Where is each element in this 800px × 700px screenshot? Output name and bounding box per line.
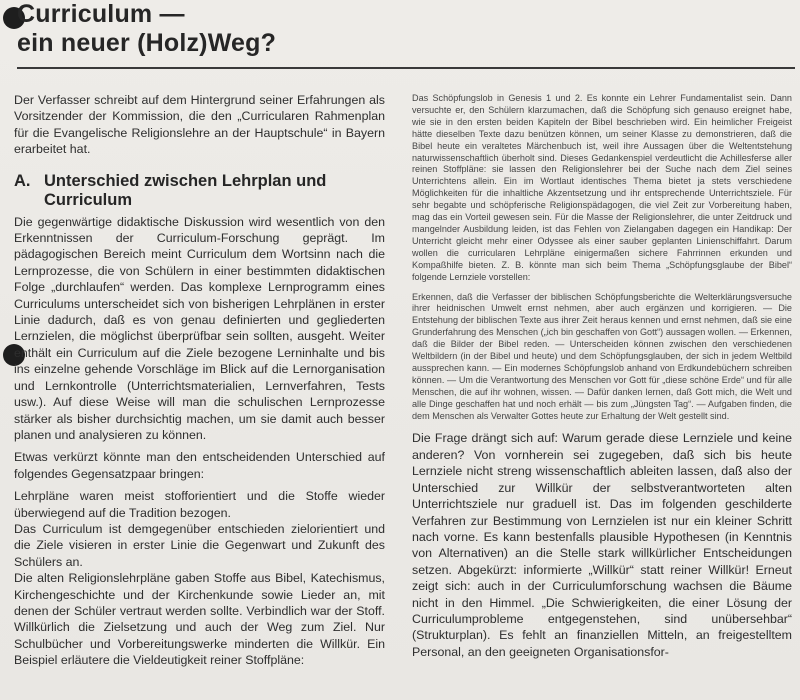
intro-paragraph: Der Verfasser schreibt auf dem Hintergrund seiner Erfahrungen als Vorsitzender der Kommission, die den „Curricularen Rahmenplan für die Evangelische Religionslehre an der Hauptschule“ in Bayern erarbeitet hat. bbox=[14, 93, 385, 157]
title-line-1: Curriculum — bbox=[17, 0, 185, 28]
title-line-2: ein neuer (Holz)Weg? bbox=[17, 29, 277, 57]
body-paragraph: Die gegenwärtige didaktische Diskussion wird wesentlich von den Erkenntnissen der Curriculum-Forschung geprägt. Im pädagogischen Bereich meint Curriculum dem Wortsinn nach die Lernprozesse, die von Schülern in einer bestimmten didaktischen Folge „durchlaufen“ werden. Das komplexe Lernprogramm eines Curriculums unterscheidet sich von bisherigen Lehrplänen in erster Linie dadurch, daß es von genau definierten und gegliederten Lernzielen, die möglichst überprüfbar sein sollten, ausgeht. Weiter enthält ein Curriculum auf die Ziele bezogene Lerninhalte und bis ins einzelne gehende Vorschläge im Blick auf die Lernorganisation und Lernkontrolle (Unterrichtsmaterialien, Lernverfahren, Tests usw.). Auf diese Weise will man die schulischen Lernprozesse stärker als bisher durchsichtig machen, um sie damit auch besser planen und analysieren zu können. bbox=[14, 214, 385, 442]
body-paragraph: Lehrpläne waren meist stofforientiert und die Stoffe wieder überwiegend auf die Tradition bezogen. bbox=[14, 489, 385, 520]
left-column bbox=[14, 92, 385, 675]
section-heading bbox=[14, 172, 385, 210]
body-paragraph: Etwas verkürzt könnte man den entscheidenden Unterschied auf folgendes Gegensatzpaar bringen: bbox=[14, 450, 385, 481]
section-title: Unterschied zwischen Lehrplan und Curriculum bbox=[44, 171, 327, 209]
section-number: A. bbox=[14, 171, 31, 190]
example-small-print: Das Schöpfungslob in Genesis 1 und 2. Es konnte ein Lehrer Fundamentalist sein. Dann versuchte er, den Schülern klarzumachen, daß die Schöpfung sich genauso ereignet habe, wie sie in den ersten beiden Kapiteln der Bibel beschrieben wird. Ein heimlicher Freigeist hätte dieselben Texte dazu benützen können, um seiner Klasse zu demonstrieren, daß die Bibel heute ein veraltetes Märchenbuch ist, weil ihre Aussagen über die Weltentstehung naturwissenschaftlich überholt sind. Dieses Gedankenspiel verdeutlicht die Achillesferse aller reinen Stoffpläne: sie lassen den Religionslehrer bei der Suche nach dem Ziel seines Unterrichtens allein. Ein im Wortlaut identisches Thema bietet ja stets verschiedene Möglichkeiten für die inhaltliche Akzentsetzung und ihr entsprechende Unterrichtsziele. Für sehr begabte und schöpferische Religionspädagogen, die viel Zeit zur Vorbereitung haben, mag das ein Vorteil gewesen sein. Für die Masse der Religionslehrer, die unter Zeitdruck und mangelnder Ausbildung leiden, ist das Fehlen von Zielangaben dagegen ein Handikap: Der Unterricht gleicht mehr einer Odyssee als einer sauber geplanten Linienschiffahrt. Darum wollen die curricularen Lehrpläne einigermaßen sichere Fahrrinnen erkunden und Kompaßhilfe bieten. Z. B. könnte man sich beim Thema „Schöpfungsglaube der Bibel“ folgende Lernziele vorstellen: bbox=[412, 93, 792, 282]
learning-goals-small-print: Erkennen, daß die Verfasser der biblischen Schöpfungsberichte die Welterklärungsversuche ihrer heidnischen Umwelt ernst nehmen, aber auch ergänzen und korrigieren. — Die Entstehung der biblischen Texte aus ihrer Zeit heraus kennen und ernst nehmen, daß sie eine Grunderfahrung des Menschen („ich bin geschaffen von Gott“) aussagen wollen. — Erkennen, daß die Bilder der Bibel reden. — Unterscheiden können zwischen den verschiedenen Weltbildern (in der Bibel und heute) und dem Schöpfungsglauben, der sich in jedem Weltbild aussprechen kann. — Ein modernes Schöpfungslob anhand von Erdkundebüchern schreiben können. — Um die Verantwortung des Menschen vor Gott für „diese schöne Erde“ und für alle Menschen, die auf ihr wohnen, wissen. — Dafür danken lernen, daß Gott mich, die Welt und alle Dinge geschaffen hat und noch erhält — bis zum „Jüngsten Tag“. — Aufgaben finden, die dem Menschen als Verwalter Gottes heute zur Erhaltung der Welt gestellt sind. bbox=[412, 291, 792, 421]
body-paragraph: Das Curriculum ist demgegenüber entschieden zielorientiert und die Ziele visieren in erster Linie die Gegenwart und Zukunft des Schülers an. bbox=[14, 521, 385, 569]
article-title bbox=[17, 0, 276, 58]
title-divider bbox=[17, 67, 795, 69]
body-paragraph: Die Frage drängt sich auf: Warum gerade diese Lernziele und keine anderen? Von vornherein sei zugegeben, daß sich bis heute Lernziele nicht streng wissenschaftlich ableiten lassen, daß also der Unterschied zur Willkür der selbstverantworteten alten Unterrichtsziele nur graduell ist. Das im folgenden geschilderte Verfahren zur Bestimmung von Lernzielen ist nur ein kleiner Schritt nach vorne. Es kann bestenfalls plausible Hypothesen (in Kenntnis von Alternativen) an die Stelle stark willkürlicher Entscheidungen setzen. Abgekürzt: informierte „Willkür“ statt reiner Willkür! Erneut zeigt sich: auch in der Curriculumforschung wachsen die Bäume nicht in den Himmel. „Die Schwierigkeiten, die einer Lösung der Curriculumprobleme entgegenstehen, sind unübersehbar“ (Strukturplan). Es fehlt an finanziellen Mitteln, an freigestelltem Personal, an den geeigneten Organisationsfor- bbox=[412, 431, 792, 659]
right-column bbox=[412, 93, 792, 660]
body-paragraph: Die alten Religionslehrpläne gaben Stoffe aus Bibel, Katechismus, Kirchengeschichte und der Kirchenkunde sowie Lieder an, mit denen der Schüler vertraut werden sollte. Verbindlich war der Stoff. Willkürlich die Zielsetzung und auch der Weg zum Ziel. Nur Schulbücher und Vorbereitungswerke minderten die Willkür. Ein Beispiel erläutere die Vieldeutigkeit reiner Stoffpläne: bbox=[14, 571, 385, 668]
